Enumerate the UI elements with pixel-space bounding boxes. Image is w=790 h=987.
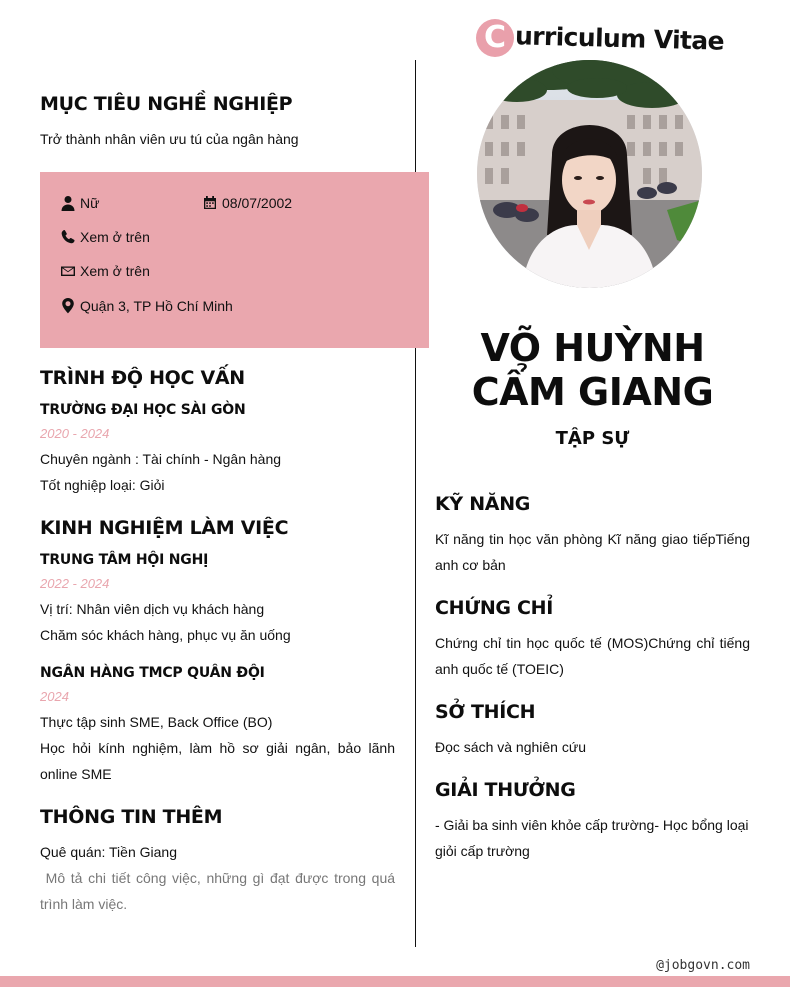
awards-text: - Giải ba sinh viên khỏe cấp trường- Học bổng loại giỏi cấp trường bbox=[435, 817, 749, 859]
extra-hometown: Quê quán: Tiền Giang bbox=[40, 844, 177, 860]
person-icon bbox=[60, 195, 76, 211]
footer-bar bbox=[0, 976, 790, 987]
certificates-heading: CHỨNG CHỈ bbox=[435, 597, 554, 619]
skills-text: Kĩ năng tin học văn phòng Kĩ năng giao tiếpTiếng anh cơ bản bbox=[435, 531, 750, 573]
job-duty: Học hỏi kính nghiệm, làm hồ sơ giải ngân, bảo lãnh online SME bbox=[40, 740, 395, 782]
certificates-text: Chứng chỉ tin học quốc tế (MOS)Chứng chỉ tiếng anh quốc tế (TOEIC) bbox=[435, 635, 750, 677]
logo-text: urriculum Vitae bbox=[514, 20, 725, 56]
profile-photo-illustration bbox=[477, 60, 702, 288]
hobbies-text: Đọc sách và nghiên cứu bbox=[435, 739, 587, 755]
cv-logo bbox=[476, 18, 724, 58]
job-company: NGÂN HÀNG TMCP QUÂN ĐỘI bbox=[40, 665, 265, 681]
phone-icon bbox=[60, 229, 76, 245]
job-company: TRUNG TÂM HỘI NGHỊ bbox=[40, 552, 209, 568]
extra-heading: THÔNG TIN THÊM bbox=[40, 806, 223, 828]
address-text: Quận 3, TP Hồ Chí Minh bbox=[80, 297, 233, 314]
location-pin-icon bbox=[60, 296, 76, 315]
job-period: 2024 bbox=[40, 689, 69, 704]
contact-box bbox=[40, 172, 429, 348]
hobbies-heading: SỞ THÍCH bbox=[435, 701, 536, 723]
contact-birthdate bbox=[202, 195, 292, 211]
contact-email bbox=[60, 263, 150, 279]
education-period: 2020 - 2024 bbox=[40, 426, 110, 441]
awards-heading: GIẢI THƯỞNG bbox=[435, 779, 576, 801]
candidate-name: VÕ HUỲNH CẨM GIANG bbox=[471, 326, 714, 414]
candidate-role: TẬP SỰ bbox=[555, 428, 630, 449]
education-major: Chuyên ngành : Tài chính - Ngân hàng bbox=[40, 451, 282, 467]
job-period: 2022 - 2024 bbox=[40, 576, 110, 591]
education-heading: TRÌNH ĐỘ HỌC VẤN bbox=[40, 367, 245, 389]
footer-credit: @jobgovn.com bbox=[656, 958, 750, 973]
logo-c-circle bbox=[476, 19, 514, 57]
logo-letter: C bbox=[483, 20, 507, 55]
contact-gender bbox=[60, 195, 99, 211]
birthdate-text: 08/07/2002 bbox=[222, 195, 293, 211]
experience-heading: KINH NGHIỆM LÀM VIỆC bbox=[40, 517, 289, 539]
skills-heading: KỸ NĂNG bbox=[435, 493, 531, 515]
email-text: Xem ở trên bbox=[80, 263, 150, 279]
extra-note: Mô tả chi tiết công việc, những gì đạt được trong quá trình làm việc. bbox=[40, 870, 399, 912]
calendar-icon bbox=[202, 195, 218, 211]
phone-text: Xem ở trên bbox=[80, 229, 150, 245]
education-grade: Tốt nghiệp loại: Giỏi bbox=[40, 477, 165, 493]
objective-text: Trở thành nhân viên ưu tú của ngân hàng bbox=[40, 131, 299, 147]
job-position: Thực tập sinh SME, Back Office (BO) bbox=[40, 714, 273, 730]
profile-photo bbox=[477, 60, 702, 288]
contact-phone bbox=[60, 229, 150, 245]
mail-icon bbox=[60, 263, 76, 279]
job-duty: Chăm sóc khách hàng, phục vụ ăn uống bbox=[40, 627, 291, 643]
contact-address bbox=[60, 296, 233, 315]
education-school: TRƯỜNG ĐẠI HỌC SÀI GÒN bbox=[40, 402, 246, 418]
objective-heading: MỤC TIÊU NGHỀ NGHIỆP bbox=[40, 93, 293, 115]
gender-text: Nữ bbox=[80, 195, 100, 211]
job-position: Vị trí: Nhân viên dịch vụ khách hàng bbox=[40, 601, 265, 617]
